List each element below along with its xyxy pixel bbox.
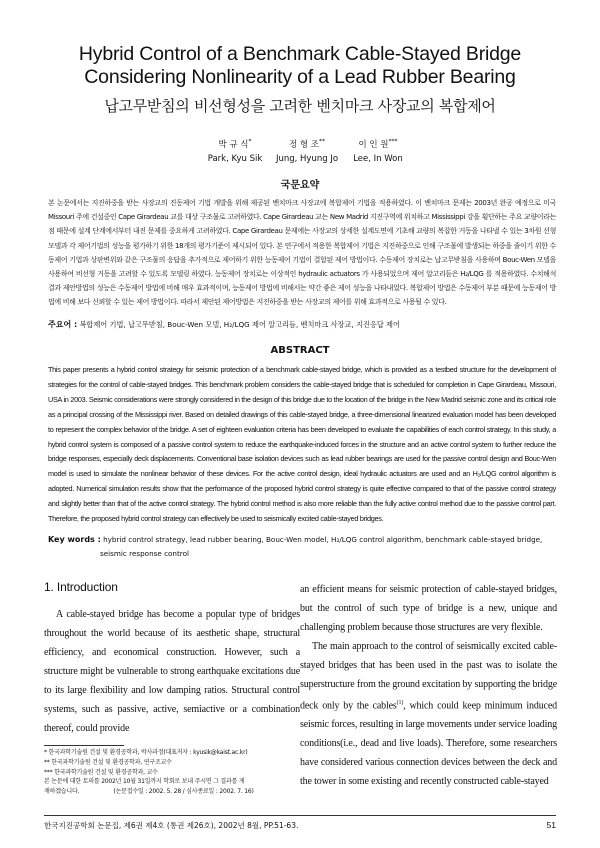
journal-citation: 한국지진공학회 논문집, 제6권 제4호 (통권 제26호), 2002년 8월, PP.51-63. xyxy=(44,821,299,830)
korean-keywords xyxy=(48,318,556,332)
introduction-heading: 1. Introduction xyxy=(44,580,118,594)
reference-1: (1) xyxy=(396,700,404,706)
footnote-3: *** 한국과학기술원 건설 및 환경공학과, 교수 xyxy=(44,768,158,776)
english-keywords xyxy=(48,533,556,561)
right-column xyxy=(300,580,557,791)
page-number: 51 xyxy=(546,820,556,830)
paper-title-line1: Hybrid Control of a Benchmark Cable-Stayed Bridge xyxy=(78,43,522,65)
english-abstract-heading: ABSTRACT xyxy=(270,345,330,356)
introduction-paragraph-2-part-a: The main approach to the control of seismically excited cable-stayed bridges that has been used in the past was to isolate the superstructure from the ground excitation by supporting the bridge deck only by the cables xyxy=(300,641,557,712)
author-1-english-name: Park, Kyu Sik xyxy=(207,153,263,164)
korean-keywords-list: 복합제어 기법, 납고무받침, Bouc-Wen 모델, H₂/LQG 제어 알고리듬, 벤치마크 사장교, 지진응답 제어 xyxy=(79,320,400,329)
author-1-mark: * xyxy=(248,138,252,145)
author-2-english-name: Jung, Hyung Jo xyxy=(275,153,339,164)
footnote-1: * 한국과학기술원 건설 및 환경공학과, 박사과정(대표저자 : kyusik@kaist.ac.kr) xyxy=(44,749,248,756)
korean-abstract-body: 본 논문에서는 지진하중을 받는 사장교의 진동제어 기법 개발을 위해 제공된 벤치마크 사장교에 복합제어 기법을 적용하였다. 이 벤치마크 문제는 2003년 완공 예정으로 미국 Missouri 주에 건설중인 Cape Girardeau 교를 대상 구조물로 고려하였다. Cape Girardeau 교는 New Madrid 지진구역에 위치하고 Mississippi 강을 횡단하는 주요 교량이라는 점 때문에 설계 단계에서부터 내진 문제를 중요하게 고려하였다. Cape Girardeau 문제에는 사장교의 상세한 설계도면에 기초해 교량의 복잡한 거동을 나타낼 수 있는 3차원 선형모델과 각 제어기법의 성능을 평가하기 위한 18개의 평가기준이 제시되어 있다. 본 연구에서 적용한 복합제어 기법은 지진하중으로 인해 구조물에 발생되는 하중을 줄이기 위한 수동제어 기법과 상판변위와 같은 구조물의 응답을 추가적으로 제어하기 위한 능동제어 기법이 결합된 제어 방법이다. 수동제어 장치로는 납고무받침을 사용하며 Bouc-Wen 모델을 사용하여 비선형 거동을 고려할 수 있도록 모델링 하였다. 능동제어 장치로는 이상적인 hydraulic actuators 가 사용되었으며 제어 알고리듬은 H₂/LQG 를 적용하였다. 수치해석 결과 제안방법의 성능은 수동제어 방법에 비해 매우 효과적이며, 능동제어 방법에 비해서는 약간 좋은 제어 성능을 나타내었다. 복합제어 방법은 수동제어 부분 때문에 능동제어 방법에 비해 보다 신뢰할 수 있는 제어 방법이다. 따라서 제안된 제어방법은 지진하중을 받는 사장교의 제어를 위해 효과적으로 사용될 수 있다. xyxy=(48,199,556,307)
author-3 xyxy=(318,135,438,166)
left-column xyxy=(44,578,300,738)
english-abstract-body: This paper presents a hybrid control strategy for seismic protection of a benchmark cable-stayed bridge, which is provided as a testbed structure for the development of strategies for the control of cable-stayed bridges. This benchmark problem considers the cable-stayed bridge that is scheduled for completion in Cape Girardeau, Missouri, USA in 2003. Seismic considerations were strongly considered in the design of this bridge due to the location of the bridge in the New Madrid seismic zone and its critical role as a principal crossing of the Mississippi river. Based on detailed drawings of this cable-stayed bridge, a three-dimensional linearized evaluation model has been developed to represent the complex behavior of the bridge. A set of eighteen evaluation criteria has been developed to evaluate the capabilities of each control strategy. In this study, a hybrid control system is composed of a passive control system to reduce the earthquake-induced forces in the structure and an active control system to further reduce the bridge responses, especially deck displacements. Conventional base isolation devices such as lead rubber bearings are used for the passive control design and Bouc-Wen model is used to simulate the nonlinear behavior of these devices. For the active control design, ideal hydraulic actuators are used and an H₂/LQG control algorithm is adopted. Numerical simulation results show that the performance of the proposed hybrid control strategy is quite effective compared to that of the passive control strategy and slightly better than that of the active control strategy. The hybrid control method is also more reliable than the fully active control method due to the passive control part. Therefore, the proposed hybrid control strategy can effectively be used to seismically excited cable-stayed bridges. xyxy=(48,365,556,524)
paper-title-line2: Considering Nonlinearity of a Lead Rubber Bearing xyxy=(84,66,516,88)
korean-keywords-label: 주요어 : xyxy=(48,320,78,329)
korean-abstract-heading: 국문요약 xyxy=(280,180,320,191)
introduction-paragraph-1: A cable-stayed bridge has become a popular type of bridges throughout the world because of its aesthetic shape, structural efficiency, and economical construction. However, such a structure might be vulnerable to strong earthquake excitations due to its large flexibility and low damping ratios. Structural control systems, such as passive, active, semiactive or a combination thereof, could provide xyxy=(44,609,300,734)
author-1-korean-name: 박 규 식 xyxy=(218,139,249,150)
footnote-divider xyxy=(44,745,124,746)
page-footer xyxy=(44,815,556,830)
author-2-mark: ** xyxy=(319,138,326,145)
paper-title-korean: 납고무받침의 비선형성을 고려한 벤치마크 사장교의 복합제어 xyxy=(104,97,496,115)
english-keywords-list: hybrid control strategy, lead rubber bearing, Bouc-Wen model, H₂/LQG control algorithm, benchmark cable-stayed bridge, seismic response control xyxy=(100,535,543,558)
author-2-korean-name: 정 형 조 xyxy=(288,139,320,150)
footnote-4: 본 논문에 대한 토의를 2002년 10월 31일까지 학회로 보내 주시면 그 결과를 게 xyxy=(44,778,245,786)
author-3-mark: *** xyxy=(388,138,398,145)
introduction-paragraph-1-continued: an efficient means for seismic protection of cable-stayed bridges, but the control of such type of bridge is a new, unique and challenging problem because those structures are very flexible. xyxy=(300,584,557,633)
introduction-paragraph-2 xyxy=(300,637,557,791)
english-keywords-label: Key words : xyxy=(48,535,101,544)
footnote-2: ** 한국과학기술원 건설 및 환경공학과, 연구조교수 xyxy=(44,758,172,766)
introduction-paragraph-2-part-b: , which could keep minimum induced seismic forces, resulting in large movements under service loading conditions(i.e., dead and live loads). Therefore, some researchers have considered various connection devices between the deck and the tower in some existing and recently constructed cable-stayed xyxy=(300,700,557,788)
footnote-5: 재하겠습니다. (논문접수일 : 2002. 5. 28 / 심사종료일 : 2002. 7. 16) xyxy=(44,788,254,796)
author-3-korean-name: 이 인 원 xyxy=(358,139,389,150)
author-3-english-name: Lee, In Won xyxy=(353,153,403,164)
author-list xyxy=(0,135,600,167)
footnotes xyxy=(44,748,300,797)
